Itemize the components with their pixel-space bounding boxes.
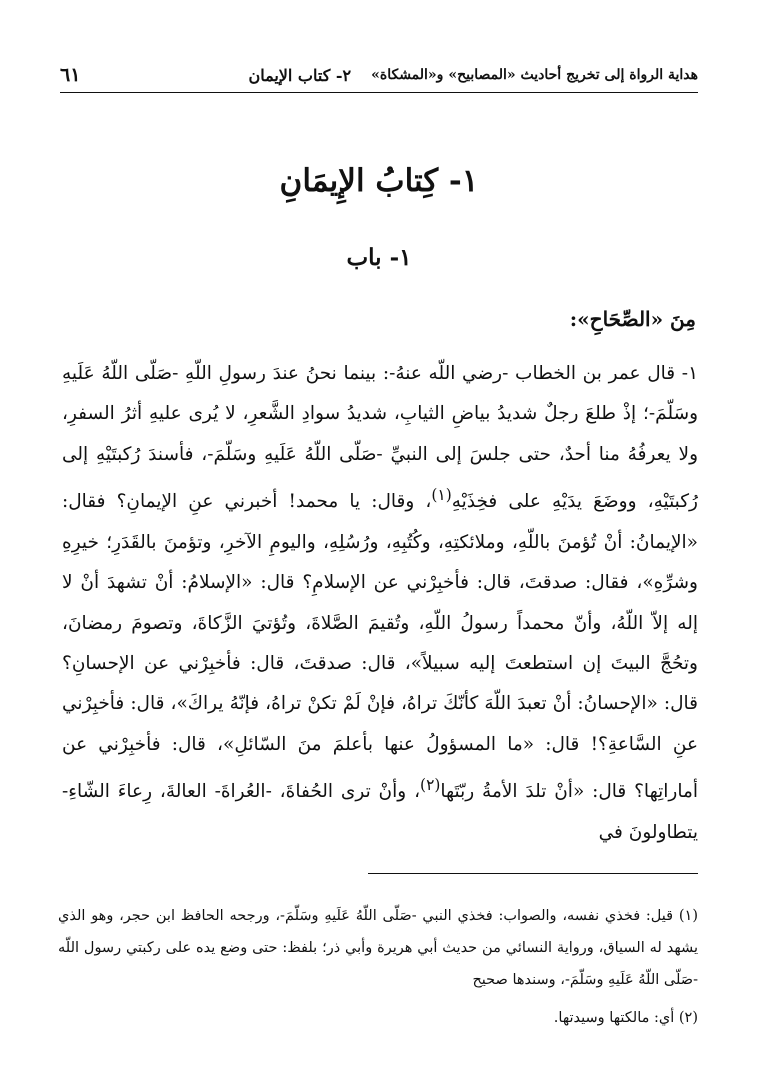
footnote-ref-2: (٢) <box>420 776 441 795</box>
source-heading: مِنَ «الصِّحَاحِ»: <box>569 307 696 331</box>
hadith-text-part-1: ١- قال عمر بن الخطاب -رضي اللّه عنهُ-: بينما نحنُ عندَ رسولِ اللّهِ -صَلّى اللّهُ عَلَيهِ وسَلّمَ-؛ إذْ طلعَ رجلٌ شديدُ بياضِ الثيابِ، شديدُ سوادِ الشَّعرِ، لا يُرى عليهِ أثرُ السفرِ، ولا يعرفُهُ منا أحدٌ، حتى جلسَ إلى النبيِّ -صَلّى اللّهُ عَلَيهِ وسَلّمَ-، فأسندَ رُكبتَيْهِ إلى رُكبتَيْهِ، ووضَعَ يدَيْهِ على فخِذَيْهِ <box>62 363 698 513</box>
footnote-2: (٢) أي: مالكتها وسيدتها. <box>553 1010 698 1026</box>
footnotes <box>58 900 698 1034</box>
footnote-divider <box>368 873 698 874</box>
book-title: هداية الرواة إلى تخريج أحاديث «المصابيح» و«المشكاة» <box>371 67 698 83</box>
hadith-text-part-3: ، وأنْ ترى الحُفاةَ، -العُراةَ- العالةَ، رِعاءَ الشّاءِ- يتطاولونَ في <box>62 781 698 843</box>
section-title: ١- باب <box>346 244 412 271</box>
hadith-text <box>62 354 698 853</box>
chapter-title: ١- كِتابُ الإِيمَانِ <box>279 163 479 199</box>
running-header-right <box>248 66 698 85</box>
footnote-ref-1: (١) <box>431 486 452 505</box>
footnote-1: (١) قيل: فخذي نفسه، والصواب: فخذي النبي -صَلّى اللّهُ عَلَيهِ وسَلّمَ-، ورجحه الحافظ ابن حجر، وهو الذي يشهد له السياق، ورواية النسائي من حديث أبي هريرة وأبي ذر؛ بلفظ: حتى وضع يده على ركبتي رسول اللّه -صَلّى اللّهُ عَلَيهِ وسَلّمَ-، وسندها صحيح <box>58 908 698 988</box>
page-number: ٦١ <box>60 64 81 86</box>
running-chapter-title: ٢- كتاب الإيمان <box>248 65 352 85</box>
hadith-text-part-2: ، وقال: يا محمد! أخبرني عنِ الإيمانِ؟ فقال: «الإيمانُ: أنْ تُؤمنَ باللّهِ، وملائكتِهِ، وكُتُبِهِ، ورُسُلِهِ، واليومِ الآخرِ، وتؤمنَ بالقَدَرِ؛ خيرِهِ وشرِّهِ»، فقال: صدقتَ، قال: فأخبِرْني عن الإسلامِ؟ قال: «الإسلامُ: أنْ تشهدَ أنْ لا إله إلاّ اللّهُ، وأنّ محمداً رسولُ اللّهِ، وتُقيمَ الصَّلاةَ، وتُؤتيَ الزَّكاةَ، وتصومَ رمضانَ، وتحُجَّ البيتَ إن استطعتَ إليه سبيلاً»، قال: صدقتَ، قال: فأخبِرْني عن الإحسانِ؟ قال: «الإحسانُ: أنْ تعبدَ اللّهَ كأنّكَ تراهُ، فإنْ لَمْ تكنْ تراهُ، فإنّهُ يراكَ»، قال: فأخبِرْني عنِ السَّاعةِ؟! قال: «ما المسؤولُ عنها بأعلمَ منَ السّائلِ»، قال: فأخبِرْني عن أماراتِها؟ قال: «أنْ تلدَ الأمةُ ربّتَها <box>62 491 699 803</box>
running-header <box>60 58 698 93</box>
